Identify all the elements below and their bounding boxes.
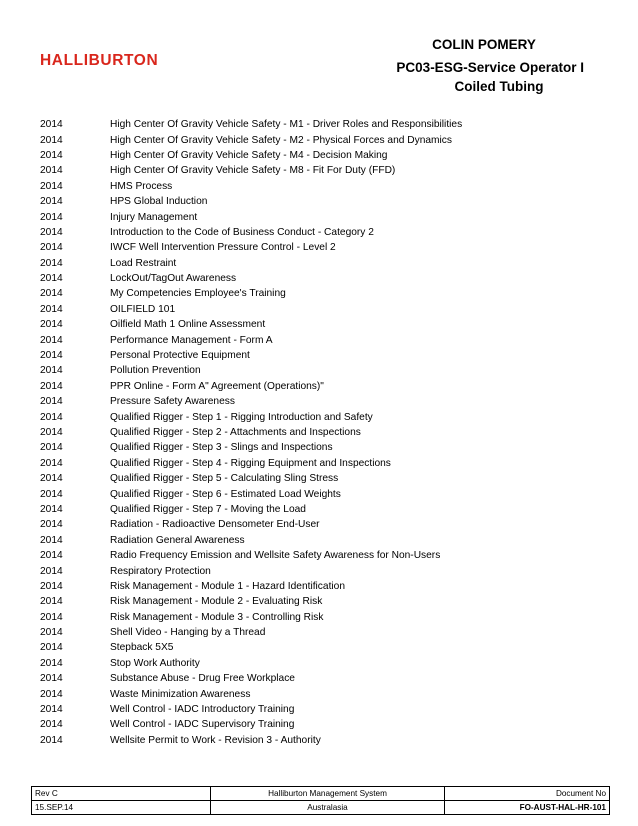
course-row (40, 179, 600, 194)
course-title: Respiratory Protection (110, 565, 211, 577)
course-year: 2014 (40, 396, 63, 408)
course-row (40, 132, 600, 147)
course-row (40, 548, 600, 563)
course-row (40, 163, 600, 178)
course-title: High Center Of Gravity Vehicle Safety - M8 - Fit For Duty (FFD) (110, 165, 396, 177)
course-row (40, 271, 600, 286)
course-year: 2014 (40, 719, 63, 731)
course-title: Personal Protective Equipment (110, 350, 250, 362)
course-year: 2014 (40, 519, 63, 531)
course-year: 2014 (40, 180, 63, 192)
course-year: 2014 (40, 411, 63, 423)
course-year: 2014 (40, 503, 63, 515)
course-year: 2014 (40, 119, 63, 131)
course-year: 2014 (40, 611, 63, 623)
course-year: 2014 (40, 196, 63, 208)
course-title: Load Restraint (110, 257, 177, 269)
training-course-list (40, 117, 600, 748)
course-year: 2014 (40, 365, 63, 377)
course-year: 2014 (40, 627, 63, 639)
footer-document-number: FO-AUST-HAL-HR-101 (445, 801, 610, 815)
course-year: 2014 (40, 642, 63, 654)
course-title: Radiation - Radioactive Densometer End-User (110, 519, 320, 531)
document-header (264, 36, 584, 96)
course-row (40, 425, 600, 440)
course-year: 2014 (40, 550, 63, 562)
footer-document-label: Document No (445, 787, 610, 801)
course-title: Pressure Safety Awareness (110, 396, 235, 408)
course-title: Wellsite Permit to Work - Revision 3 - Authority (110, 734, 321, 746)
employee-division: Coiled Tubing (454, 79, 544, 94)
course-title: HPS Global Induction (110, 196, 208, 208)
course-row (40, 379, 600, 394)
course-row (40, 656, 600, 671)
course-row (40, 717, 600, 732)
course-row (40, 456, 600, 471)
course-row (40, 286, 600, 301)
course-year: 2014 (40, 211, 63, 223)
footer-management-system: Halliburton Management System (211, 787, 445, 801)
course-row (40, 317, 600, 332)
employee-role: PC03-ESG-Service Operator I (396, 60, 584, 75)
employee-name: COLIN POMERY (432, 37, 536, 52)
course-row (40, 348, 600, 363)
course-row (40, 486, 600, 501)
course-title: Risk Management - Module 2 - Evaluating Risk (110, 596, 323, 608)
course-title: My Competencies Employee's Training (110, 288, 286, 300)
course-row (40, 502, 600, 517)
footer-region: Australasia (211, 801, 445, 815)
course-year: 2014 (40, 303, 63, 315)
course-title: High Center Of Gravity Vehicle Safety - M2 - Physical Forces and Dynamics (110, 134, 452, 146)
course-title: Performance Management - Form A (110, 334, 273, 346)
course-title: Stepback 5X5 (110, 642, 174, 654)
document-footer (31, 786, 610, 815)
course-row (40, 686, 600, 701)
course-row (40, 533, 600, 548)
course-title: Well Control - IADC Introductory Training (110, 704, 295, 716)
course-year: 2014 (40, 350, 63, 362)
course-row (40, 225, 600, 240)
course-row (40, 209, 600, 224)
course-year: 2014 (40, 565, 63, 577)
course-title: OILFIELD 101 (110, 303, 176, 315)
course-title: Qualified Rigger - Step 4 - Rigging Equipment and Inspections (110, 457, 391, 469)
course-title: Substance Abuse - Drug Free Workplace (110, 673, 295, 685)
course-year: 2014 (40, 734, 63, 746)
course-row (40, 256, 600, 271)
course-title: Pollution Prevention (110, 365, 201, 377)
course-row (40, 240, 600, 255)
footer-date: 15.SEP.14 (32, 801, 211, 815)
course-title: Radiation General Awareness (110, 534, 245, 546)
course-year: 2014 (40, 673, 63, 685)
course-year: 2014 (40, 442, 63, 454)
course-row (40, 194, 600, 209)
course-title: Injury Management (110, 211, 198, 223)
course-year: 2014 (40, 704, 63, 716)
course-year: 2014 (40, 473, 63, 485)
course-year: 2014 (40, 149, 63, 161)
course-title: LockOut/TagOut Awareness (110, 273, 237, 285)
course-title: Well Control - IADC Supervisory Training (110, 719, 295, 731)
course-year: 2014 (40, 242, 63, 254)
course-year: 2014 (40, 427, 63, 438)
course-year: 2014 (40, 380, 63, 392)
course-title: Shell Video - Hanging by a Thread (110, 627, 266, 639)
course-title: PPR Online - Form A" Agreement (Operations)" (110, 380, 324, 392)
course-row (40, 302, 600, 317)
course-row (40, 640, 600, 655)
course-title: High Center Of Gravity Vehicle Safety - M4 - Decision Making (110, 149, 388, 161)
course-title: Qualified Rigger - Step 1 - Rigging Introduction and Safety (110, 411, 373, 423)
course-row (40, 363, 600, 378)
course-title: Radio Frequency Emission and Wellsite Safety Awareness for Non-Users (110, 550, 441, 562)
course-title: Qualified Rigger - Step 3 - Slings and Inspections (110, 442, 333, 454)
course-row (40, 148, 600, 163)
course-row (40, 671, 600, 686)
course-year: 2014 (40, 596, 63, 608)
course-year: 2014 (40, 288, 63, 300)
course-title: Risk Management - Module 1 - Hazard Identification (110, 580, 345, 592)
course-row (40, 563, 600, 578)
course-year: 2014 (40, 257, 63, 269)
course-title: Qualified Rigger - Step 7 - Moving the Load (110, 503, 306, 515)
course-year: 2014 (40, 580, 63, 592)
course-row (40, 702, 600, 717)
course-title: Stop Work Authority (110, 657, 200, 669)
course-year: 2014 (40, 334, 63, 346)
course-row (40, 394, 600, 409)
course-year: 2014 (40, 165, 63, 177)
course-year: 2014 (40, 657, 63, 669)
course-year: 2014 (40, 534, 63, 546)
course-title: Qualified Rigger - Step 6 - Estimated Load Weights (110, 488, 341, 500)
course-year: 2014 (40, 273, 63, 285)
course-row (40, 625, 600, 640)
course-row (40, 594, 600, 609)
course-row (40, 733, 600, 748)
course-title: Qualified Rigger - Step 2 - Attachments and Inspections (110, 427, 361, 438)
course-title: High Center Of Gravity Vehicle Safety - M1 - Driver Roles and Responsibilities (110, 119, 463, 131)
course-row (40, 117, 600, 132)
course-row (40, 579, 600, 594)
course-row (40, 440, 600, 455)
course-row (40, 471, 600, 486)
halliburton-logo: HALLIBURTON (40, 52, 159, 69)
course-title: IWCF Well Intervention Pressure Control - Level 2 (110, 242, 336, 254)
course-year: 2014 (40, 226, 63, 238)
course-title: HMS Process (110, 180, 173, 192)
course-title: Risk Management - Module 3 - Controlling Risk (110, 611, 324, 623)
course-title: Waste Minimization Awareness (110, 688, 251, 700)
course-year: 2014 (40, 488, 63, 500)
course-row (40, 610, 600, 625)
course-year: 2014 (40, 319, 63, 331)
course-year: 2014 (40, 134, 63, 146)
course-title: Qualified Rigger - Step 5 - Calculating Sling Stress (110, 473, 339, 485)
course-title: Oilfield Math 1 Online Assessment (110, 319, 266, 331)
course-year: 2014 (40, 457, 63, 469)
course-row (40, 517, 600, 532)
course-row (40, 332, 600, 347)
course-year: 2014 (40, 688, 63, 700)
course-title: Introduction to the Code of Business Conduct - Category 2 (110, 226, 374, 238)
footer-revision: Rev C (32, 787, 211, 801)
course-row (40, 409, 600, 424)
